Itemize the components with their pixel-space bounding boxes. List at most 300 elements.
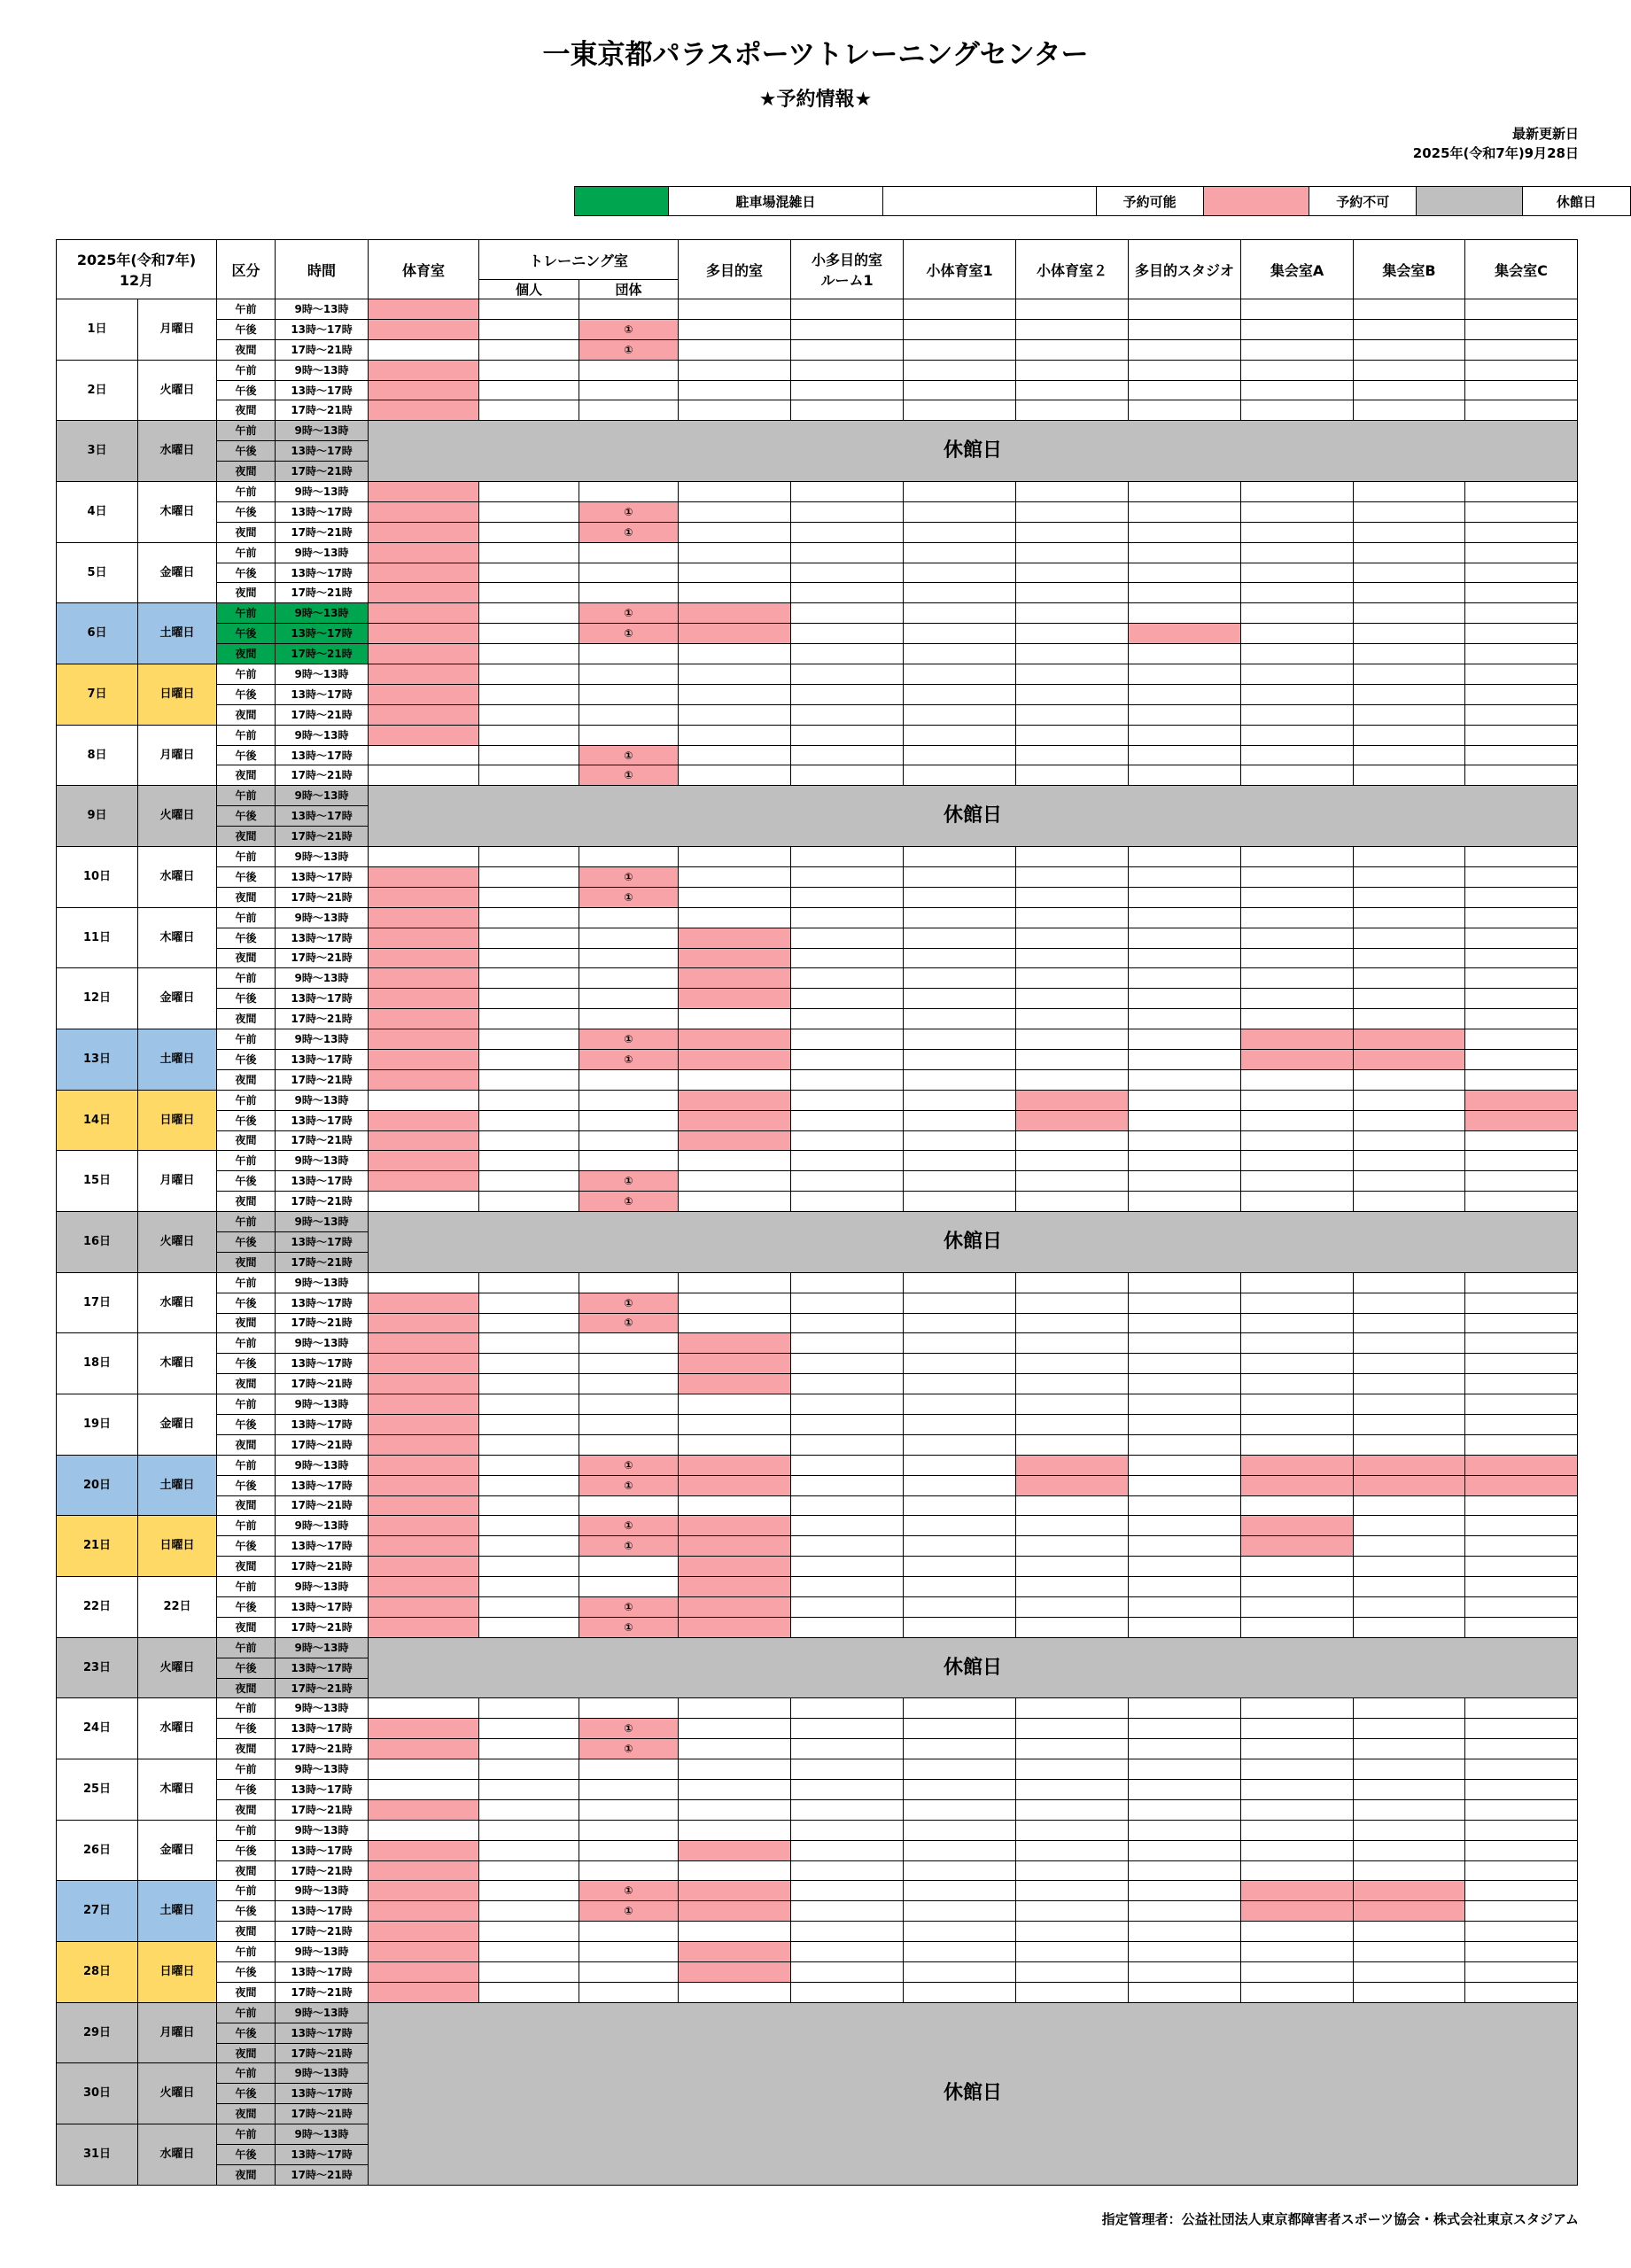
period-cell: 夜間: [217, 1678, 276, 1698]
time-cell: 9時～13時: [276, 786, 369, 806]
reservation-cell: [1016, 704, 1129, 725]
reservation-cell: [1016, 1374, 1129, 1394]
period-cell: 夜間: [217, 644, 276, 664]
weekday-cell: 火曜日: [138, 786, 217, 847]
period-cell: 午前: [217, 1759, 276, 1780]
legend-closed-swatch: [1417, 187, 1522, 216]
reservation-cell: [1016, 1881, 1129, 1901]
reservation-cell: [1354, 1090, 1465, 1110]
period-cell: 午後: [217, 928, 276, 948]
reservation-cell: [579, 1577, 679, 1597]
reservation-cell: [479, 501, 579, 522]
day-cell: 14日: [57, 1090, 138, 1151]
reservation-cell: [1016, 725, 1129, 745]
reservation-cell: [479, 765, 579, 786]
reservation-cell: [1129, 1090, 1241, 1110]
reservation-cell-unavailable: [369, 400, 479, 421]
reservation-cell: [579, 1962, 679, 1983]
time-cell: 9時～13時: [276, 2124, 369, 2145]
reservation-cell: [579, 1495, 679, 1516]
reservation-cell-unavailable: [369, 1617, 479, 1637]
reservation-cell: [679, 400, 791, 421]
reservation-cell: [1129, 1922, 1241, 1942]
reservation-cell: [1016, 482, 1129, 502]
reservation-cell: [679, 501, 791, 522]
reservation-cell: [1241, 501, 1354, 522]
reservation-cell: [1241, 1069, 1354, 1090]
reservation-cell-unavailable: [369, 1313, 479, 1333]
reservation-cell: [479, 1780, 579, 1800]
reservation-cell: [1016, 1009, 1129, 1029]
reservation-cell: [679, 866, 791, 887]
reservation-cell: [1129, 644, 1241, 664]
reservation-cell: [1129, 1982, 1241, 2002]
table-row: [57, 339, 1578, 360]
reservation-cell-unavailable: [1016, 1455, 1129, 1475]
reservation-cell: [1465, 1374, 1578, 1394]
reservation-cell-unavailable: [369, 1860, 479, 1881]
reservation-cell-unavailable: [369, 1354, 479, 1374]
reservation-cell: [479, 1922, 579, 1942]
reservation-cell: [479, 948, 579, 968]
reservation-cell: [904, 1840, 1016, 1860]
reservation-cell: [791, 1719, 904, 1739]
reservation-cell-unavailable: [369, 1982, 479, 2002]
reservation-cell: [791, 400, 904, 421]
reservation-cell: [679, 745, 791, 765]
reservation-cell-unavailable: [679, 1354, 791, 1374]
kubun-header: 区分: [217, 240, 276, 299]
table-row: [57, 1840, 1578, 1860]
reservation-cell: [1129, 603, 1241, 624]
legend-parking-label: 駐車場混雑日: [669, 187, 883, 216]
reservation-cell: [1129, 319, 1241, 339]
period-cell: 午後: [217, 1962, 276, 1983]
reservation-cell-unavailable: [679, 1130, 791, 1151]
time-cell: 13時～17時: [276, 1293, 369, 1313]
reservation-cell: [1465, 624, 1578, 644]
reservation-cell: [904, 1557, 1016, 1577]
reservation-cell: [1465, 1192, 1578, 1212]
period-cell: 午後: [217, 1110, 276, 1130]
reservation-cell: [904, 887, 1016, 907]
period-cell: 午後: [217, 319, 276, 339]
table-row: [57, 1922, 1578, 1942]
reservation-cell-unavailable: [1241, 1536, 1354, 1557]
reservation-cell: [904, 847, 1016, 867]
reservation-cell: [904, 400, 1016, 421]
day-cell: 30日: [57, 2063, 138, 2124]
day-cell: 29日: [57, 2002, 138, 2063]
reservation-cell: [791, 1009, 904, 1029]
reservation-cell: [904, 1049, 1016, 1069]
reservation-cell: [679, 522, 791, 542]
table-row: [57, 1192, 1578, 1212]
reservation-cell: [1016, 1333, 1129, 1354]
reservation-cell: [791, 907, 904, 928]
reservation-cell: [679, 1759, 791, 1780]
reservation-cell: [1016, 1313, 1129, 1333]
day-cell: 19日: [57, 1394, 138, 1456]
reservation-cell: [579, 360, 679, 380]
reservation-cell: [1129, 1333, 1241, 1354]
reservation-cell: [791, 1759, 904, 1780]
reservation-cell: [1016, 1780, 1129, 1800]
reservation-cell-unavailable: [1465, 1475, 1578, 1495]
reservation-cell: [1016, 299, 1129, 320]
reservation-cell-group-marked: ①: [579, 1192, 679, 1212]
reservation-cell: [1465, 1577, 1578, 1597]
reservation-cell-group-marked: ①: [579, 1293, 679, 1313]
last-updated: [1413, 124, 1579, 163]
reservation-cell-unavailable: [369, 1536, 479, 1557]
reservation-cell-unavailable: [1241, 1475, 1354, 1495]
reservation-cell: [679, 887, 791, 907]
reservation-cell: [1465, 1942, 1578, 1962]
reservation-cell: [1354, 1982, 1465, 2002]
table-row: [57, 583, 1578, 603]
reservation-cell: [1354, 1820, 1465, 1840]
day-cell: 23日: [57, 1637, 138, 1698]
reservation-cell: [679, 1394, 791, 1415]
reservation-cell: [1129, 948, 1241, 968]
reservation-cell: [1354, 1354, 1465, 1374]
time-cell: 9時～13時: [276, 1516, 369, 1536]
reservation-cell: [479, 1049, 579, 1069]
reservation-cell: [479, 664, 579, 685]
time-cell: 13時～17時: [276, 1901, 369, 1922]
reservation-cell: [1129, 847, 1241, 867]
reservation-cell: [479, 482, 579, 502]
reservation-cell-unavailable: [1016, 1475, 1129, 1495]
reservation-cell: [791, 1333, 904, 1354]
reservation-cell: [1241, 1151, 1354, 1171]
reservation-cell-unavailable: [369, 1557, 479, 1577]
reservation-cell: [904, 1759, 1016, 1780]
reservation-cell: [1354, 948, 1465, 968]
reservation-cell-unavailable: [369, 1374, 479, 1394]
reservation-cell: [791, 1434, 904, 1455]
table-row: [57, 765, 1578, 786]
reservation-cell: [679, 664, 791, 685]
reservation-cell: [1465, 704, 1578, 725]
reservation-cell: [579, 989, 679, 1009]
reservation-cell: [479, 563, 579, 583]
day-cell: 9日: [57, 786, 138, 847]
table-row: [57, 1110, 1578, 1130]
reservation-cell: [1241, 725, 1354, 745]
reservation-cell: [579, 380, 679, 400]
time-cell: 9時～13時: [276, 1151, 369, 1171]
reservation-cell: [579, 1009, 679, 1029]
period-cell: 夜間: [217, 339, 276, 360]
reservation-cell: [679, 380, 791, 400]
reservation-cell: [479, 644, 579, 664]
reservation-cell-unavailable: [679, 1942, 791, 1962]
reservation-cell: [479, 542, 579, 563]
table-row: [57, 1455, 1578, 1475]
period-cell: 夜間: [217, 1313, 276, 1333]
reservation-cell: [1016, 1293, 1129, 1313]
reservation-cell: [904, 928, 1016, 948]
reservation-cell-unavailable: [369, 1922, 479, 1942]
time-cell: 9時～13時: [276, 1394, 369, 1415]
time-cell: 9時～13時: [276, 421, 369, 441]
reservation-cell: [904, 542, 1016, 563]
reservation-cell-unavailable: [369, 1394, 479, 1415]
reservation-cell: [791, 847, 904, 867]
reservation-cell: [679, 583, 791, 603]
reservation-cell-unavailable: [1241, 1881, 1354, 1901]
time-cell: 17時～21時: [276, 1434, 369, 1455]
reservation-cell: [1354, 482, 1465, 502]
reservation-cell-unavailable: [369, 725, 479, 745]
reservation-cell-unavailable: [369, 1414, 479, 1434]
reservation-cell: [904, 989, 1016, 1009]
table-row: [57, 319, 1578, 339]
reservation-cell: [1016, 1799, 1129, 1820]
reservation-cell: [904, 765, 1016, 786]
reservation-cell: [1241, 928, 1354, 948]
reservation-cell: [1129, 1313, 1241, 1333]
reservation-cell: [1354, 725, 1465, 745]
time-cell: 13時～17時: [276, 1780, 369, 1800]
reservation-cell: [904, 603, 1016, 624]
reservation-cell: [1016, 1394, 1129, 1415]
reservation-cell: [479, 1840, 579, 1860]
studio-header: 多目的スタジオ: [1129, 240, 1241, 299]
reservation-cell: [579, 1434, 679, 1455]
reservation-cell: [904, 1414, 1016, 1434]
reservation-cell-unavailable: [369, 866, 479, 887]
reservation-cell: [1465, 1333, 1578, 1354]
reservation-cell: [1129, 1151, 1241, 1171]
table-row: [57, 624, 1578, 644]
reservation-cell: [1465, 1394, 1578, 1415]
reservation-cell: [479, 725, 579, 745]
reservation-cell: [1354, 563, 1465, 583]
reservation-cell: [1465, 1698, 1578, 1719]
reservation-cell: [479, 1394, 579, 1415]
reservation-cell: [479, 583, 579, 603]
reservation-cell: [679, 1293, 791, 1313]
period-cell: 午後: [217, 2084, 276, 2104]
reservation-cell: [579, 1860, 679, 1881]
reservation-cell: [479, 968, 579, 989]
day-cell: 26日: [57, 1820, 138, 1881]
reservation-cell: [1465, 603, 1578, 624]
reservation-cell-unavailable: [369, 664, 479, 685]
reservation-cell: [1465, 1516, 1578, 1536]
period-cell: 午前: [217, 1212, 276, 1232]
period-cell: 午前: [217, 542, 276, 563]
reservation-cell: [791, 866, 904, 887]
reservation-cell: [679, 1719, 791, 1739]
time-cell: 9時～13時: [276, 1637, 369, 1658]
reservation-cell: [579, 583, 679, 603]
reservation-cell-unavailable: [369, 1962, 479, 1983]
reservation-cell: [1241, 1192, 1354, 1212]
period-cell: 夜間: [217, 583, 276, 603]
reservation-cell: [479, 1354, 579, 1374]
reservation-cell: [1465, 1151, 1578, 1171]
reservation-cell: [791, 1151, 904, 1171]
reservation-cell: [791, 887, 904, 907]
reservation-cell: [579, 1780, 679, 1800]
reservation-cell-unavailable: [369, 1840, 479, 1860]
period-cell: 夜間: [217, 462, 276, 482]
time-cell: 13時～17時: [276, 1597, 369, 1618]
reservation-cell: [579, 1394, 679, 1415]
reservation-cell: [1354, 866, 1465, 887]
reservation-cell: [1465, 1414, 1578, 1434]
meeting-room-b-header: 集会室B: [1354, 240, 1465, 299]
reservation-cell: [791, 603, 904, 624]
reservation-cell: [579, 1272, 679, 1293]
day-cell: 8日: [57, 725, 138, 786]
reservation-cell: [1129, 1577, 1241, 1597]
time-cell: 13時～17時: [276, 1962, 369, 1983]
reservation-cell: [1354, 1192, 1465, 1212]
reservation-cell: [1016, 1536, 1129, 1557]
reservation-cell-group-marked: ①: [579, 765, 679, 786]
table-row: [57, 1394, 1578, 1415]
reservation-cell: [1354, 1110, 1465, 1130]
reservation-cell: [579, 400, 679, 421]
reservation-cell: [579, 1759, 679, 1780]
time-cell: 17時～21時: [276, 1495, 369, 1516]
day-cell: 22日: [57, 1577, 138, 1638]
reservation-cell: [1016, 1557, 1129, 1577]
period-cell: 午後: [217, 1171, 276, 1192]
reservation-cell: [479, 1333, 579, 1354]
reservation-cell: [904, 380, 1016, 400]
time-cell: 9時～13時: [276, 1942, 369, 1962]
reservation-cell: [579, 1840, 679, 1860]
reservation-cell-group-marked: ①: [579, 866, 679, 887]
reservation-cell: [1241, 1982, 1354, 2002]
closed-day-cell: 休館日: [369, 1637, 1578, 1698]
reservation-cell: [579, 482, 679, 502]
reservation-cell: [479, 1860, 579, 1881]
reservation-cell: [479, 1617, 579, 1637]
reservation-cell: [1129, 1475, 1241, 1495]
reservation-cell-group-marked: ①: [579, 1171, 679, 1192]
reservation-cell: [369, 1090, 479, 1110]
reservation-cell: [1241, 847, 1354, 867]
reservation-cell-group-marked: ①: [579, 745, 679, 765]
reservation-cell-unavailable: [369, 968, 479, 989]
reservation-cell: [1016, 1272, 1129, 1293]
weekday-cell: 水曜日: [138, 2124, 217, 2186]
weekday-cell: 木曜日: [138, 1759, 217, 1821]
period-cell: 午後: [217, 441, 276, 462]
reservation-cell: [1241, 866, 1354, 887]
reservation-cell: [1241, 1840, 1354, 1860]
reservation-cell: [791, 1739, 904, 1759]
reservation-cell: [1465, 1860, 1578, 1881]
reservation-cell: [1016, 1495, 1129, 1516]
reservation-cell: [1129, 866, 1241, 887]
reservation-cell: [1129, 542, 1241, 563]
day-cell: 27日: [57, 1881, 138, 1942]
reservation-cell: [1241, 1557, 1354, 1577]
reservation-cell: [579, 1130, 679, 1151]
reservation-cell: [1241, 1354, 1354, 1374]
training-header: トレーニング室: [479, 240, 679, 280]
reservation-cell: [1354, 887, 1465, 907]
reservation-cell: [369, 847, 479, 867]
reservation-cell: [679, 482, 791, 502]
reservation-cell: [1354, 1313, 1465, 1333]
reservation-cell: [1241, 907, 1354, 928]
reservation-cell: [369, 1698, 479, 1719]
period-cell: 午前: [217, 725, 276, 745]
reservation-cell: [369, 1759, 479, 1780]
reservation-cell: [1129, 360, 1241, 380]
reservation-cell: [1016, 745, 1129, 765]
reservation-cell: [1129, 522, 1241, 542]
day-cell: 4日: [57, 482, 138, 543]
reservation-cell: [479, 1739, 579, 1759]
reservation-cell: [679, 725, 791, 745]
reservation-cell: [1354, 1434, 1465, 1455]
reservation-cell: [479, 1698, 579, 1719]
reservation-cell-unavailable: [369, 1333, 479, 1354]
closed-day-cell: 休館日: [369, 421, 1578, 482]
reservation-cell: [1354, 1151, 1465, 1171]
table-row: [57, 1860, 1578, 1881]
weekday-cell: 日曜日: [138, 664, 217, 726]
meeting-room-c-header: 集会室C: [1465, 240, 1578, 299]
reservation-cell: [1465, 866, 1578, 887]
reservation-cell: [791, 1799, 904, 1820]
reservation-cell: [1016, 624, 1129, 644]
legend-parking-swatch: [575, 187, 669, 216]
weekday-cell: 水曜日: [138, 1698, 217, 1759]
table-row: [57, 1759, 1578, 1780]
reservation-cell: [1241, 1962, 1354, 1983]
reservation-cell: [1129, 380, 1241, 400]
time-cell: 9時～13時: [276, 1698, 369, 1719]
reservation-cell-unavailable: [369, 380, 479, 400]
reservation-cell: [479, 624, 579, 644]
time-cell: 9時～13時: [276, 1881, 369, 1901]
period-cell: 夜間: [217, 2043, 276, 2063]
table-row: [57, 786, 1578, 806]
reservation-cell: [1129, 1698, 1241, 1719]
reservation-cell: [1354, 1333, 1465, 1354]
table-row: [57, 299, 1578, 320]
weekday-cell: 金曜日: [138, 1394, 217, 1456]
reservation-cell-group-marked: ①: [579, 1536, 679, 1557]
reservation-cell: [1465, 1313, 1578, 1333]
reservation-cell: [1241, 603, 1354, 624]
time-cell: 17時～21時: [276, 522, 369, 542]
reservation-cell-unavailable: [679, 1049, 791, 1069]
reservation-cell: [791, 1901, 904, 1922]
meeting-room-a-header: 集会室A: [1241, 240, 1354, 299]
table-row: [57, 1049, 1578, 1069]
time-cell: 13時～17時: [276, 1171, 369, 1192]
reservation-cell-unavailable: [679, 968, 791, 989]
reservation-cell: [904, 1881, 1016, 1901]
reservation-cell: [1016, 887, 1129, 907]
reservation-cell: [904, 1333, 1016, 1354]
reservation-cell: [479, 1192, 579, 1212]
table-row: [57, 644, 1578, 664]
period-cell: 夜間: [217, 1374, 276, 1394]
